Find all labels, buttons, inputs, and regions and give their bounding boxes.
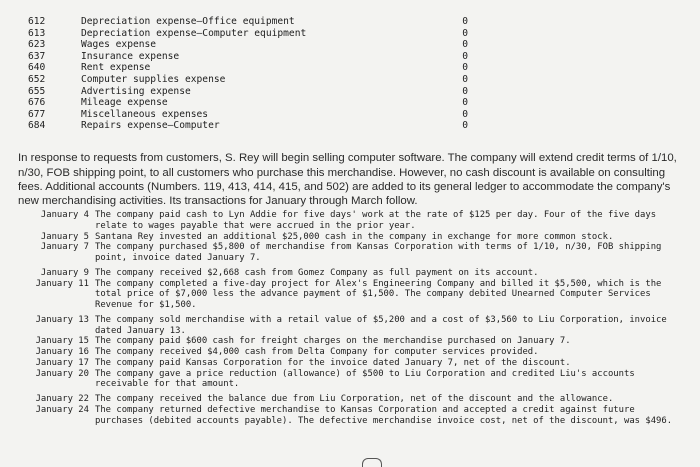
transaction-date: January 7	[40, 242, 89, 253]
account-balance: 0	[462, 62, 468, 74]
transaction-description: The company paid cash to Lyn Addie for five days' work at the rate of $125 per day. Four of the five days relate to wages payable that were accrued in the prior year.	[95, 210, 657, 231]
account-name: Rent expense	[81, 62, 151, 74]
transaction-description: The company received $4,000 cash from Delta Company for computer services provided.	[95, 347, 539, 357]
transaction-description: The company sold merchandise with a retail value of $5,200 and a cost of $3,560 to Liu Corporation, invoice dated January 13.	[95, 314, 667, 336]
intro-paragraph: In response to requests from customers, S. Rey will begin selling computer software. The company will extend credit terms of 1/10, n/30, FOB shipping point, to all customers who purchase this merchandise. However, no cash discount is available on consulting fees. Additional accounts (Numbers. 119, 413, 414, 415, and 502) are added to its general ledger to accommodate the company's new merchandising activities. Its transactions for January through March follow.	[18, 152, 677, 207]
account-balance: 0	[462, 27, 468, 39]
transaction-date: January 22	[35, 394, 89, 404]
account-name: Wages expense	[81, 39, 157, 51]
transaction-description: Santana Rey invested an additional $25,000 cash in the company in exchange for more common stock.	[95, 231, 614, 242]
transaction-description: The company returned defective merchandise to Kansas Corporation and accepted a credit against future purchases (debited accounts payable). The defective merchandise invoice cost, net of the discount, was $496.	[95, 404, 673, 426]
transaction-description: The company received $2,668 cash from Gomez Company as full payment on its account.	[95, 267, 539, 278]
transaction-row	[16, 210, 684, 232]
account-balance: 0	[462, 73, 468, 85]
account-balance: 0	[462, 97, 468, 109]
account-row	[28, 16, 468, 28]
account-number: 623	[28, 39, 46, 51]
transaction-row	[16, 232, 684, 243]
account-number: 640	[28, 62, 46, 74]
account-name: Miscellaneous expenses	[81, 108, 209, 120]
transactions-list	[16, 210, 684, 426]
account-name: Insurance expense	[81, 50, 180, 62]
transaction-date: January 20	[35, 368, 89, 379]
transaction-row	[16, 336, 684, 347]
transaction-date: January 13	[35, 314, 89, 325]
account-name: Computer supplies expense	[81, 73, 226, 85]
account-balance: 0	[462, 50, 468, 62]
account-number: 676	[28, 97, 46, 109]
transaction-row	[16, 347, 684, 358]
account-number: 684	[28, 120, 46, 132]
account-number: 613	[28, 27, 46, 39]
account-balance: 0	[462, 85, 468, 97]
transaction-description: The company gave a price reduction (allowance) of $500 to Liu Corporation and credited Liu's accounts receivable for that amount.	[95, 368, 635, 390]
account-number: 655	[28, 85, 46, 97]
account-row	[28, 39, 468, 51]
account-balance: 0	[462, 39, 468, 51]
account-number: 637	[28, 50, 46, 62]
page-curl-mark	[362, 458, 382, 467]
account-name: Depreciation expense—Computer equipment	[81, 27, 307, 39]
account-row	[28, 97, 468, 109]
transaction-date: January 24	[35, 404, 89, 415]
transaction-date: January 17	[35, 357, 89, 368]
transaction-description: The company received the balance due from Liu Corporation, net of the discount and the allowance.	[95, 394, 614, 404]
account-name: Depreciation expense—Office equipment	[81, 16, 295, 27]
account-row	[28, 74, 468, 86]
transaction-description: The company completed a five-day project for Alex's Engineering Company and billed it $5,500, which is the total price of $7,000 less the advance payment of $1,500. The company debited Unearned Computer Services Revenue for $1,500.	[95, 278, 662, 310]
transaction-date: January 15	[35, 336, 89, 347]
transaction-row	[16, 268, 684, 279]
transaction-row	[16, 315, 684, 337]
transaction-date: January 4	[40, 210, 89, 220]
transaction-row	[16, 358, 684, 369]
transaction-date: January 9	[40, 267, 89, 278]
transaction-row	[16, 279, 684, 311]
transaction-date: January 11	[35, 278, 89, 289]
transaction-date: January 5	[40, 231, 89, 242]
transaction-row	[16, 394, 684, 405]
account-row	[28, 109, 468, 121]
account-row	[28, 62, 468, 74]
transaction-row	[16, 405, 684, 427]
account-balance: 0	[462, 120, 468, 132]
transaction-description: The company paid Kansas Corporation for the invoice dated January 7, net of the discount.	[95, 357, 571, 368]
account-balance: 0	[462, 108, 468, 120]
account-row	[28, 120, 468, 132]
account-row	[28, 28, 468, 40]
transaction-date: January 16	[35, 347, 89, 357]
account-row	[28, 86, 468, 98]
transaction-row	[16, 242, 684, 264]
account-number: 677	[28, 108, 46, 120]
account-number: 652	[28, 73, 46, 85]
account-name: Advertising expense	[81, 85, 191, 97]
account-number: 612	[28, 16, 46, 27]
transaction-description: The company purchased $5,800 of merchandise from Kansas Corporation with terms of 1/10, n/30, FOB shipping point, invoice dated January 7.	[95, 242, 662, 263]
transaction-description: The company paid $600 cash for freight charges on the merchandise purchased on January 7.	[95, 336, 571, 347]
account-row	[28, 51, 468, 63]
account-name: Repairs expense—Computer	[81, 120, 220, 132]
transaction-row	[16, 369, 684, 391]
account-name: Mileage expense	[81, 97, 168, 109]
chart-of-accounts-table	[28, 16, 468, 132]
account-balance: 0	[462, 16, 468, 27]
